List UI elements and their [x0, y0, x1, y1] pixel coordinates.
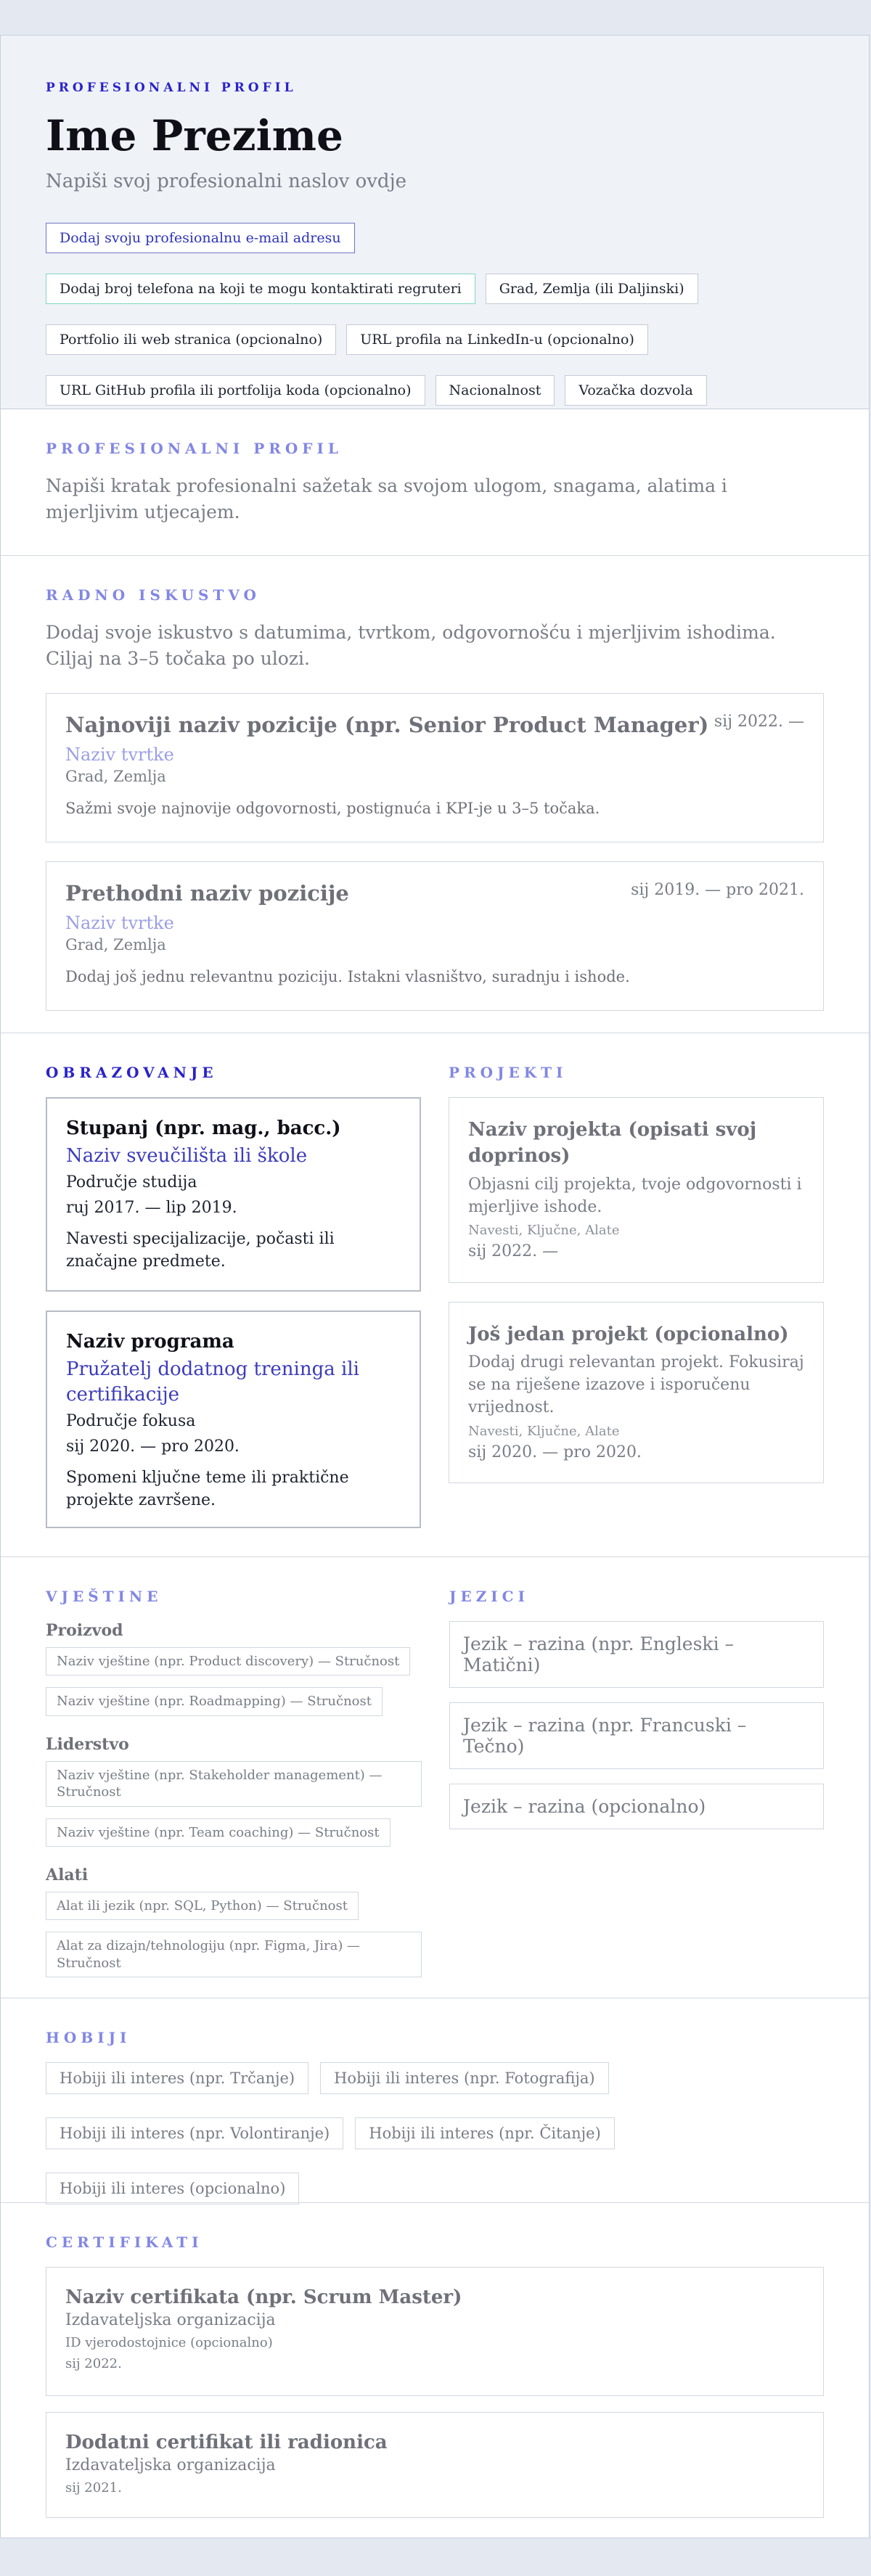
job-card[interactable] [46, 861, 824, 1011]
project-description: Objasni cilj projekta, tvoje odgovornosti i mjerljive ishode. [468, 1175, 802, 1216]
education-card[interactable] [46, 1097, 421, 1292]
certificate-issuer: Izdavateljska organizacija [65, 2311, 276, 2329]
job-date: sij 2019. — pro 2021. [631, 880, 804, 899]
skill-group-name: Liderstvo [46, 1734, 129, 1754]
contact-email[interactable]: Dodaj svoju profesionalnu e-mail adresu [46, 223, 355, 253]
skill-group-name: Proizvod [46, 1621, 123, 1640]
education-projects-section [1, 1033, 869, 1557]
job-location: Grad, Zemlja [65, 767, 166, 785]
school-name: Naziv sveučilišta ili škole [66, 1145, 308, 1167]
hobbies-title: HOBIJI [46, 2029, 131, 2046]
resume-sheet [0, 35, 870, 2538]
education-column [46, 1064, 421, 1528]
certificate-card[interactable] [46, 2267, 824, 2396]
experience-section [1, 556, 869, 1033]
skills-title: VJEŠTINE [46, 1588, 163, 1605]
project-tools: Navesti, Ključne, Alate [468, 1423, 620, 1439]
header-eyebrow: PROFESIONALNI PROFIL [46, 81, 297, 95]
skill-chip[interactable]: Naziv vještine (npr. Team coaching) — Stručnost [46, 1818, 390, 1847]
job-company: Naziv tvrtke [65, 744, 174, 765]
skill-chip[interactable]: Alat za dizajn/tehnologiju (npr. Figma, Jira) — Stručnost [46, 1932, 422, 1977]
job-description: Dodaj još jednu relevantnu poziciju. Istakni vlasništvo, suradnju i ishode. [65, 967, 630, 985]
job-description: Sažmi svoje najnovije odgovornosti, postignuća i KPI-je u 3–5 točaka. [65, 799, 600, 817]
certificate-issuer: Izdavateljska organizacija [65, 2456, 276, 2474]
contact-github[interactable]: URL GitHub profila ili portfolija koda (opcionalno) [46, 375, 425, 406]
study-field: Područje fokusa [66, 1412, 196, 1431]
certificate-credential-id: ID vjerodostojnice (opcionalno) [65, 2335, 273, 2350]
education-card[interactable] [46, 1310, 421, 1528]
projects-title: PROJEKTI [449, 1064, 568, 1081]
skill-chip[interactable]: Alat ili jezik (npr. SQL, Python) — Stručnost [46, 1892, 359, 1920]
project-dates: sij 2022. — [468, 1242, 559, 1261]
full-name[interactable]: Ime Prezime [46, 111, 343, 160]
contact-portfolio[interactable]: Portfolio ili web stranica (opcionalno) [46, 324, 336, 355]
languages-column [449, 1588, 824, 1989]
skill-chip[interactable]: Naziv vještine (npr. Product discovery) — Stručnost [46, 1647, 410, 1675]
contact-chips [46, 223, 824, 406]
projects-column [449, 1064, 824, 1528]
project-card[interactable] [449, 1302, 824, 1483]
language-item[interactable]: Jezik – razina (npr. Engleski – Matični) [449, 1621, 824, 1688]
resume-header [1, 36, 869, 409]
contact-driving-license[interactable]: Vozačka dozvola [565, 375, 706, 406]
job-title: Najnoviji naziv pozicije (npr. Senior Product Manager) [65, 712, 709, 737]
study-dates: sij 2020. — pro 2020. [66, 1437, 240, 1456]
project-tools: Navesti, Ključne, Alate [468, 1223, 620, 1239]
project-description: Dodaj drugi relevantan projekt. Fokusiraj se na riješene izazove i isporučenu vrijednost. [468, 1353, 804, 1416]
project-title: Još jedan projekt (opcionalno) [468, 1324, 789, 1345]
contact-nationality[interactable]: Nacionalnost [436, 375, 555, 406]
language-item[interactable]: Jezik – razina (opcionalno) [449, 1784, 824, 1829]
skills-languages-section [1, 1557, 869, 1998]
contact-linkedin[interactable]: URL profila na LinkedIn-u (opcionalno) [346, 324, 648, 355]
education-description: Navesti specijalizacije, počasti ili značajne predmete. [66, 1230, 335, 1271]
experience-title: RADNO ISKUSTVO [46, 586, 261, 604]
hobby-chip[interactable]: Hobiji ili interes (opcionalno) [46, 2173, 299, 2204]
degree-title: Stupanj (npr. mag., bacc.) [66, 1117, 341, 1139]
summary-text[interactable]: Napiši kratak profesionalni sažetak sa svojom ulogom, snagama, alatima i mjerljivim utjecajem. [46, 475, 727, 523]
job-location: Grad, Zemlja [65, 935, 166, 953]
study-field: Područje studija [66, 1173, 197, 1192]
certificate-title: Naziv certifikata (npr. Scrum Master) [65, 2286, 462, 2308]
job-card[interactable] [46, 693, 824, 842]
hobby-chip[interactable]: Hobiji ili interes (npr. Trčanje) [46, 2062, 308, 2094]
skill-group-name: Alati [46, 1865, 89, 1884]
experience-intro[interactable]: Dodaj svoje iskustvo s datumima, tvrtkom, odgovornošću i mjerljivim ishodima. Ciljaj na 3–5 točaka po ulozi. [46, 622, 776, 670]
language-item[interactable]: Jezik – razina (npr. Francuski – Tečno) [449, 1702, 824, 1769]
project-card[interactable] [449, 1097, 824, 1283]
hobbies-section [1, 1998, 869, 2203]
school-name: Pružatelj dodatnog treninga ili certifikacije [66, 1358, 359, 1406]
job-title: Prethodni naziv pozicije [65, 880, 349, 906]
job-date: sij 2022. — [713, 712, 804, 731]
contact-phone[interactable]: Dodaj broj telefona na koji te mogu kontaktirati regruteri [46, 274, 475, 304]
certificate-card[interactable] [46, 2412, 824, 2518]
languages-title: JEZICI [449, 1588, 529, 1605]
skill-chip[interactable]: Naziv vještine (npr. Stakeholder management) — Stručnost [46, 1761, 422, 1807]
education-description: Spomeni ključne teme ili praktične projekte završene. [66, 1469, 349, 1509]
certificate-title: Dodatni certifikat ili radionica [65, 2432, 388, 2453]
skill-chip[interactable]: Naziv vještine (npr. Roadmapping) — Stručnost [46, 1687, 383, 1715]
hobby-chip[interactable]: Hobiji ili interes (npr. Čitanje) [355, 2117, 615, 2149]
education-title: OBRAZOVANJE [46, 1064, 218, 1081]
certificates-title: CERTIFIKATI [46, 2234, 203, 2251]
hobby-chips [46, 2062, 772, 2204]
project-dates: sij 2020. — pro 2020. [468, 1443, 642, 1461]
hobby-chip[interactable]: Hobiji ili interes (npr. Volontiranje) [46, 2117, 343, 2149]
degree-title: Naziv programa [66, 1331, 234, 1353]
job-company: Naziv tvrtke [65, 912, 174, 933]
professional-headline[interactable]: Napiši svoj profesionalni naslov ovdje [46, 171, 407, 192]
certificates-section [1, 2203, 869, 2548]
contact-location[interactable]: Grad, Zemlja (ili Daljinski) [486, 274, 698, 304]
skills-column [46, 1588, 422, 1989]
summary-title: PROFESIONALNI PROFIL [46, 440, 343, 457]
study-dates: ruj 2017. — lip 2019. [66, 1199, 237, 1218]
hobby-chip[interactable]: Hobiji ili interes (npr. Fotografija) [320, 2062, 609, 2094]
summary-section [1, 409, 869, 556]
project-title: Naziv projekta (opisati svoj doprinos) [468, 1119, 757, 1168]
certificate-date: sij 2021. [65, 2480, 122, 2495]
certificate-date: sij 2022. [65, 2356, 122, 2371]
